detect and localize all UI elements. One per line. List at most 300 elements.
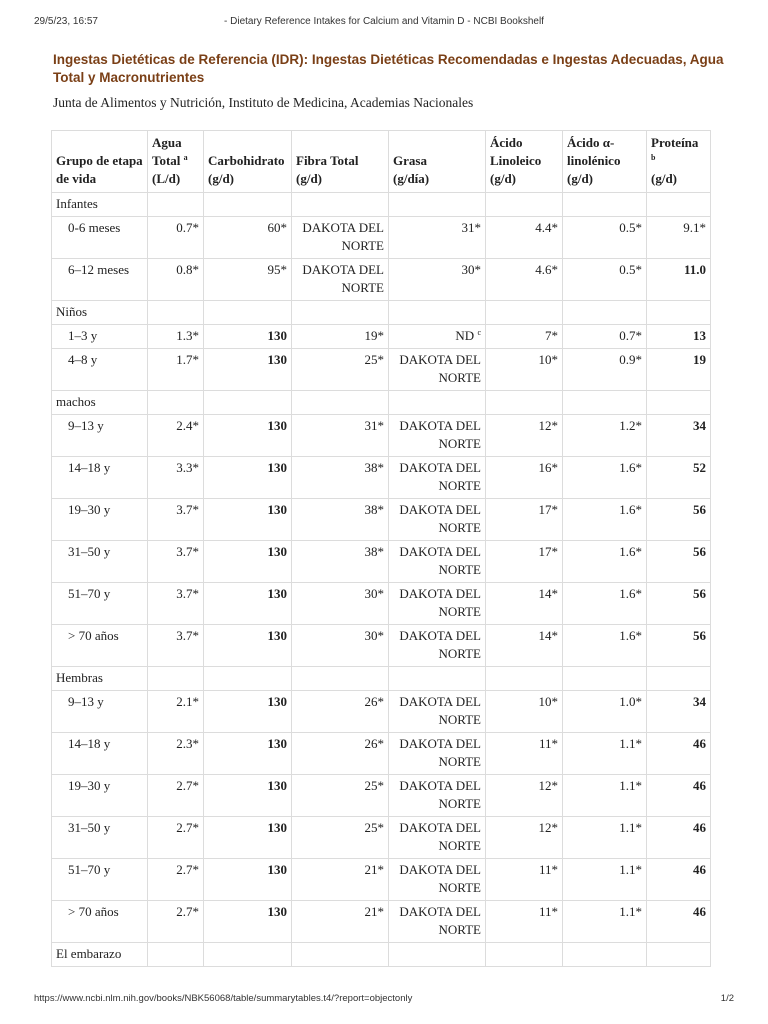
cell-fiber xyxy=(292,733,389,775)
cell-fat xyxy=(389,457,486,499)
cell-fiber-value: 30* xyxy=(364,628,384,643)
print-header xyxy=(34,16,734,30)
cell-protein xyxy=(647,415,711,457)
cell-protein xyxy=(647,259,711,301)
cell-fat-value: DAKOTA DEL NORTE xyxy=(399,628,481,661)
cell-age-value: 31–50 y xyxy=(68,544,111,559)
cell-fiber xyxy=(292,583,389,625)
cell-carbs xyxy=(204,691,292,733)
cell-age-value: 31–50 y xyxy=(68,820,111,835)
empty-cell xyxy=(563,391,647,415)
section-row xyxy=(52,301,711,325)
cell-fiber xyxy=(292,817,389,859)
cell-fat-value: DAKOTA DEL NORTE xyxy=(399,460,481,493)
cell-carbs xyxy=(204,457,292,499)
col-header-fiber: Fibra Total (g/d) xyxy=(292,131,389,193)
cell-carbs xyxy=(204,217,292,259)
cell-water xyxy=(148,217,204,259)
cell-fiber xyxy=(292,901,389,943)
cell-water-value: 2.4* xyxy=(176,418,199,433)
cell-alpha-linolenic-value: 1.1* xyxy=(619,820,642,835)
cell-protein xyxy=(647,325,711,349)
cell-carbs-value: 130 xyxy=(267,544,287,559)
empty-cell xyxy=(647,943,711,967)
cell-alpha-linolenic-value: 1.6* xyxy=(619,586,642,601)
section-label: Hembras xyxy=(52,667,148,691)
cell-linoleic-value: 12* xyxy=(538,778,558,793)
cell-age xyxy=(52,259,148,301)
cell-linoleic-value: 16* xyxy=(538,460,558,475)
cell-age xyxy=(52,583,148,625)
cell-age-value: 14–18 y xyxy=(68,736,111,751)
cell-fat-value: DAKOTA DEL NORTE xyxy=(399,418,481,451)
empty-cell xyxy=(204,391,292,415)
cell-fiber-value: DAKOTA DEL NORTE xyxy=(302,220,384,253)
cell-linoleic xyxy=(486,217,563,259)
cell-linoleic xyxy=(486,349,563,391)
cell-carbs xyxy=(204,817,292,859)
table-subtitle: Junta de Alimentos y Nutrición, Instituto de Medicina, Academias Nacionales xyxy=(53,95,474,110)
print-footer xyxy=(34,993,734,1007)
cell-fiber xyxy=(292,499,389,541)
cell-water xyxy=(148,775,204,817)
cell-alpha-linolenic-value: 0.5* xyxy=(619,220,642,235)
empty-cell xyxy=(292,943,389,967)
cell-protein-value: 46 xyxy=(693,736,706,751)
cell-water xyxy=(148,859,204,901)
cell-fat xyxy=(389,259,486,301)
cell-alpha-linolenic xyxy=(563,541,647,583)
empty-cell xyxy=(486,667,563,691)
cell-age xyxy=(52,217,148,259)
cell-fat xyxy=(389,733,486,775)
table-row xyxy=(52,901,711,943)
cell-linoleic xyxy=(486,775,563,817)
cell-carbs-value: 130 xyxy=(267,352,287,367)
table-row xyxy=(52,817,711,859)
cell-alpha-linolenic xyxy=(563,457,647,499)
cell-linoleic xyxy=(486,901,563,943)
cell-protein xyxy=(647,217,711,259)
cell-protein xyxy=(647,349,711,391)
cell-linoleic xyxy=(486,733,563,775)
section-label: El embarazo xyxy=(52,943,148,967)
empty-cell xyxy=(148,193,204,217)
cell-water-value: 2.7* xyxy=(176,904,199,919)
cell-alpha-linolenic-value: 0.9* xyxy=(619,352,642,367)
cell-protein-value: 46 xyxy=(693,778,706,793)
cell-age-value: 51–70 y xyxy=(68,862,111,877)
empty-cell xyxy=(148,667,204,691)
cell-water xyxy=(148,325,204,349)
cell-fat xyxy=(389,415,486,457)
cell-carbs-value: 130 xyxy=(267,736,287,751)
cell-alpha-linolenic-value: 1.1* xyxy=(619,778,642,793)
cell-fat xyxy=(389,775,486,817)
cell-water-value: 0.8* xyxy=(176,262,199,277)
cell-age-value: 14–18 y xyxy=(68,460,111,475)
col-header-group: Grupo de etapa de vida xyxy=(52,131,148,193)
cell-fat xyxy=(389,817,486,859)
cell-fat xyxy=(389,691,486,733)
cell-carbs-value: 130 xyxy=(267,418,287,433)
table-row xyxy=(52,859,711,901)
cell-water xyxy=(148,415,204,457)
cell-fat xyxy=(389,217,486,259)
cell-fat-value: DAKOTA DEL NORTE xyxy=(399,352,481,385)
cell-alpha-linolenic-value: 1.6* xyxy=(619,544,642,559)
cell-fiber-value: 25* xyxy=(364,820,384,835)
cell-fiber-value: 19* xyxy=(364,328,384,343)
cell-water xyxy=(148,817,204,859)
cell-age xyxy=(52,775,148,817)
cell-fiber-value: 26* xyxy=(364,694,384,709)
cell-fat-value: DAKOTA DEL NORTE xyxy=(399,862,481,895)
cell-fiber xyxy=(292,217,389,259)
cell-fiber xyxy=(292,691,389,733)
cell-alpha-linolenic-value: 1.6* xyxy=(619,460,642,475)
cell-fiber-value: 30* xyxy=(364,586,384,601)
cell-alpha-linolenic-value: 1.1* xyxy=(619,736,642,751)
footnote-b: b xyxy=(651,153,656,162)
cell-water-value: 2.7* xyxy=(176,820,199,835)
print-page-number: 1/2 xyxy=(720,993,734,1004)
cell-fat-value: 31* xyxy=(461,220,481,235)
cell-protein-value: 9.1* xyxy=(683,220,706,235)
cell-fiber-value: 26* xyxy=(364,736,384,751)
cell-protein-value: 34 xyxy=(693,418,706,433)
table-title: Ingestas Dietéticas de Referencia (IDR): Ingestas Dietéticas Recomendadas e Ingestas Adecuadas, Agua Total y Macronutrientes xyxy=(53,52,724,85)
cell-fat-value: DAKOTA DEL NORTE xyxy=(399,544,481,577)
footnote-a: a xyxy=(183,153,188,162)
cell-protein-value: 11.0 xyxy=(683,262,706,277)
empty-cell xyxy=(563,301,647,325)
empty-cell xyxy=(389,391,486,415)
cell-fiber xyxy=(292,457,389,499)
cell-water-value: 1.3* xyxy=(176,328,199,343)
cell-fiber-value: 25* xyxy=(364,352,384,367)
cell-carbs xyxy=(204,583,292,625)
cell-protein-value: 56 xyxy=(693,586,706,601)
cell-age-value: > 70 años xyxy=(68,904,119,919)
cell-alpha-linolenic xyxy=(563,901,647,943)
cell-alpha-linolenic-value: 1.1* xyxy=(619,904,642,919)
col-header-carbs: Carbohidrato (g/d) xyxy=(204,131,292,193)
cell-alpha-linolenic xyxy=(563,625,647,667)
cell-carbs xyxy=(204,859,292,901)
cell-alpha-linolenic xyxy=(563,583,647,625)
cell-linoleic-value: 14* xyxy=(538,586,558,601)
cell-carbs-value: 130 xyxy=(267,694,287,709)
cell-fat-value: ND xyxy=(455,328,475,343)
table-row xyxy=(52,499,711,541)
cell-alpha-linolenic xyxy=(563,499,647,541)
cell-protein-value: 34 xyxy=(693,694,706,709)
cell-carbs xyxy=(204,775,292,817)
empty-cell xyxy=(389,301,486,325)
cell-linoleic xyxy=(486,583,563,625)
cell-linoleic-value: 14* xyxy=(538,628,558,643)
cell-protein xyxy=(647,817,711,859)
cell-alpha-linolenic-value: 0.7* xyxy=(619,328,642,343)
section-row xyxy=(52,943,711,967)
cell-alpha-linolenic xyxy=(563,349,647,391)
cell-age-value: > 70 años xyxy=(68,628,119,643)
cell-protein xyxy=(647,733,711,775)
cell-fat-value: DAKOTA DEL NORTE xyxy=(399,694,481,727)
cell-protein xyxy=(647,499,711,541)
empty-cell xyxy=(204,301,292,325)
cell-water-value: 3.7* xyxy=(176,586,199,601)
empty-cell xyxy=(389,193,486,217)
cell-protein xyxy=(647,625,711,667)
cell-fat-value: 30* xyxy=(461,262,481,277)
cell-protein xyxy=(647,583,711,625)
cell-fiber xyxy=(292,325,389,349)
cell-age-value: 19–30 y xyxy=(68,778,111,793)
cell-carbs xyxy=(204,349,292,391)
cell-fiber-value: 21* xyxy=(364,862,384,877)
section-row xyxy=(52,667,711,691)
table-row xyxy=(52,415,711,457)
cell-alpha-linolenic xyxy=(563,691,647,733)
cell-water-value: 3.7* xyxy=(176,502,199,517)
cell-fiber-value: DAKOTA DEL NORTE xyxy=(302,262,384,295)
cell-protein-value: 19 xyxy=(693,352,706,367)
cell-water-value: 2.7* xyxy=(176,862,199,877)
cell-alpha-linolenic xyxy=(563,259,647,301)
empty-cell xyxy=(292,391,389,415)
cell-fat-value: DAKOTA DEL NORTE xyxy=(399,502,481,535)
cell-fiber xyxy=(292,625,389,667)
cell-water xyxy=(148,541,204,583)
cell-age-value: 9–13 y xyxy=(68,418,104,433)
cell-age xyxy=(52,901,148,943)
cell-protein xyxy=(647,541,711,583)
empty-cell xyxy=(647,301,711,325)
empty-cell xyxy=(486,193,563,217)
empty-cell xyxy=(204,943,292,967)
empty-cell xyxy=(647,391,711,415)
cell-carbs xyxy=(204,901,292,943)
cell-linoleic xyxy=(486,817,563,859)
cell-alpha-linolenic xyxy=(563,775,647,817)
section-row xyxy=(52,193,711,217)
cell-age-value: 19–30 y xyxy=(68,502,111,517)
cell-age xyxy=(52,325,148,349)
cell-fat xyxy=(389,859,486,901)
table-row xyxy=(52,259,711,301)
cell-water-value: 3.7* xyxy=(176,628,199,643)
print-date: 29/5/23, 16:57 xyxy=(34,16,98,27)
cell-fat xyxy=(389,625,486,667)
table-row xyxy=(52,349,711,391)
cell-fat xyxy=(389,901,486,943)
cell-water xyxy=(148,349,204,391)
cell-linoleic xyxy=(486,499,563,541)
empty-cell xyxy=(148,391,204,415)
empty-cell xyxy=(486,391,563,415)
cell-age-value: 6–12 meses xyxy=(68,262,130,277)
cell-carbs-value: 130 xyxy=(267,628,287,643)
table-row xyxy=(52,217,711,259)
cell-carbs-value: 95* xyxy=(267,262,287,277)
cell-carbs-value: 130 xyxy=(267,904,287,919)
cell-water-value: 1.7* xyxy=(176,352,199,367)
cell-fat-value: DAKOTA DEL NORTE xyxy=(399,586,481,619)
cell-linoleic xyxy=(486,325,563,349)
cell-carbs-value: 130 xyxy=(267,862,287,877)
empty-cell xyxy=(292,193,389,217)
cell-linoleic xyxy=(486,259,563,301)
cell-linoleic-value: 12* xyxy=(538,820,558,835)
cell-linoleic-value: 17* xyxy=(538,502,558,517)
cell-age-value: 9–13 y xyxy=(68,694,104,709)
cell-fiber-value: 21* xyxy=(364,904,384,919)
cell-linoleic-value: 10* xyxy=(538,694,558,709)
cell-carbs xyxy=(204,259,292,301)
cell-age xyxy=(52,817,148,859)
cell-water-value: 2.1* xyxy=(176,694,199,709)
cell-carbs xyxy=(204,541,292,583)
empty-cell xyxy=(563,667,647,691)
empty-cell xyxy=(292,301,389,325)
cell-water xyxy=(148,691,204,733)
cell-water-value: 3.3* xyxy=(176,460,199,475)
cell-linoleic-value: 11* xyxy=(538,862,558,877)
cell-water xyxy=(148,733,204,775)
cell-protein-value: 46 xyxy=(693,904,706,919)
col-header-fat: Grasa (g/día) xyxy=(389,131,486,193)
col-header-water: Agua Total $^a$ (L/d) xyxy=(148,131,204,193)
cell-alpha-linolenic xyxy=(563,217,647,259)
cell-linoleic-value: 4.6* xyxy=(535,262,558,277)
cell-water-value: 0.7* xyxy=(176,220,199,235)
cell-age-value: 51–70 y xyxy=(68,586,111,601)
cell-linoleic-value: 11* xyxy=(538,904,558,919)
cell-carbs-value: 130 xyxy=(267,460,287,475)
cell-water xyxy=(148,901,204,943)
cell-fat xyxy=(389,583,486,625)
cell-linoleic xyxy=(486,415,563,457)
cell-protein xyxy=(647,691,711,733)
cell-fiber xyxy=(292,415,389,457)
cell-linoleic-value: 17* xyxy=(538,544,558,559)
cell-protein-value: 13 xyxy=(693,328,706,343)
table-body xyxy=(52,193,711,967)
cell-linoleic-value: 4.4* xyxy=(535,220,558,235)
cell-linoleic xyxy=(486,457,563,499)
col-header-linoleic: Ácido Linoleico (g/d) xyxy=(486,131,563,193)
cell-carbs-value: 130 xyxy=(267,586,287,601)
cell-carbs xyxy=(204,733,292,775)
empty-cell xyxy=(647,193,711,217)
empty-cell xyxy=(486,943,563,967)
cell-water xyxy=(148,457,204,499)
cell-fiber xyxy=(292,775,389,817)
table-row xyxy=(52,457,711,499)
cell-alpha-linolenic-value: 1.6* xyxy=(619,502,642,517)
cell-linoleic xyxy=(486,625,563,667)
cell-protein-value: 56 xyxy=(693,544,706,559)
dri-table xyxy=(51,130,711,967)
cell-age xyxy=(52,349,148,391)
cell-alpha-linolenic-value: 0.5* xyxy=(619,262,642,277)
cell-protein xyxy=(647,457,711,499)
empty-cell xyxy=(389,943,486,967)
cell-alpha-linolenic-value: 1.2* xyxy=(619,418,642,433)
cell-fat-value: DAKOTA DEL NORTE xyxy=(399,736,481,769)
cell-water-value: 3.7* xyxy=(176,544,199,559)
cell-fat xyxy=(389,325,486,349)
cell-protein-value: 46 xyxy=(693,862,706,877)
cell-carbs-value: 130 xyxy=(267,502,287,517)
cell-linoleic xyxy=(486,541,563,583)
cell-alpha-linolenic xyxy=(563,325,647,349)
table-row xyxy=(52,625,711,667)
cell-fiber xyxy=(292,859,389,901)
cell-alpha-linolenic xyxy=(563,859,647,901)
table-row xyxy=(52,691,711,733)
empty-cell xyxy=(148,301,204,325)
cell-protein xyxy=(647,775,711,817)
cell-fat-value: DAKOTA DEL NORTE xyxy=(399,904,481,937)
col-header-alpha-linolenic: Ácido α-linolénico (g/d) xyxy=(563,131,647,193)
empty-cell xyxy=(563,943,647,967)
cell-fiber-value: 38* xyxy=(364,544,384,559)
cell-alpha-linolenic-value: 1.6* xyxy=(619,628,642,643)
cell-fat xyxy=(389,541,486,583)
cell-age xyxy=(52,625,148,667)
cell-age xyxy=(52,499,148,541)
cell-protein-value: 52 xyxy=(693,460,706,475)
cell-age xyxy=(52,859,148,901)
section-row xyxy=(52,391,711,415)
cell-alpha-linolenic-value: 1.0* xyxy=(619,694,642,709)
footnote-c: c xyxy=(477,328,481,337)
cell-alpha-linolenic xyxy=(563,817,647,859)
cell-protein xyxy=(647,859,711,901)
cell-linoleic-value: 12* xyxy=(538,418,558,433)
cell-water xyxy=(148,499,204,541)
cell-linoleic-value: 10* xyxy=(538,352,558,367)
cell-linoleic-value: 7* xyxy=(545,328,558,343)
cell-carbs-value: 60* xyxy=(267,220,287,235)
empty-cell xyxy=(204,193,292,217)
cell-alpha-linolenic xyxy=(563,415,647,457)
cell-age xyxy=(52,541,148,583)
cell-water xyxy=(148,259,204,301)
cell-carbs xyxy=(204,325,292,349)
cell-carbs xyxy=(204,499,292,541)
empty-cell xyxy=(389,667,486,691)
table-row xyxy=(52,733,711,775)
cell-fiber-value: 31* xyxy=(364,418,384,433)
print-page-title: - Dietary Reference Intakes for Calcium and Vitamin D - NCBI Bookshelf xyxy=(224,16,544,27)
section-label: Infantes xyxy=(52,193,148,217)
cell-fiber-value: 38* xyxy=(364,460,384,475)
cell-fat-value: DAKOTA DEL NORTE xyxy=(399,778,481,811)
cell-water-value: 2.3* xyxy=(176,736,199,751)
cell-water xyxy=(148,625,204,667)
cell-carbs-value: 130 xyxy=(267,328,287,343)
cell-age xyxy=(52,457,148,499)
table-row xyxy=(52,775,711,817)
cell-protein-value: 56 xyxy=(693,628,706,643)
cell-age-value: 0-6 meses xyxy=(68,220,121,235)
section-label: machos xyxy=(52,391,148,415)
empty-cell xyxy=(292,667,389,691)
